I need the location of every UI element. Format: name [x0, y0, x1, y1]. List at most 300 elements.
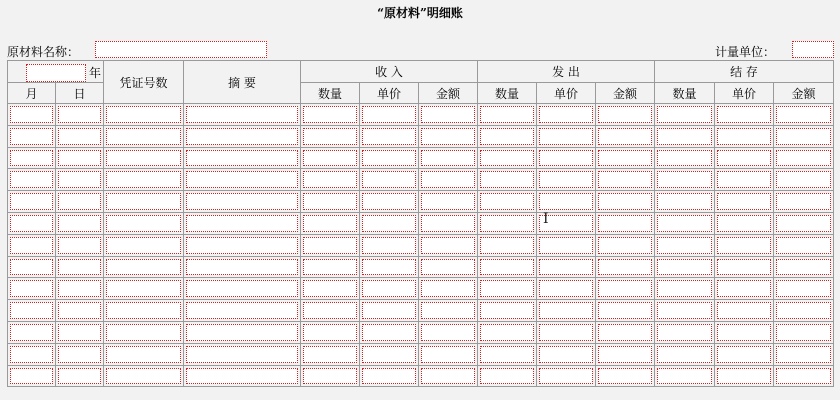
balance-price-cell — [715, 147, 774, 169]
balance-qty-input[interactable] — [657, 106, 712, 123]
issue-amount-cell — [596, 104, 655, 126]
month-input[interactable] — [10, 193, 53, 210]
balance-qty-input[interactable] — [657, 368, 712, 385]
issue-price-cell — [537, 191, 596, 213]
table-row — [8, 104, 834, 126]
income-amount-cell — [419, 278, 478, 300]
month-input[interactable] — [10, 302, 53, 319]
issue-amount-cell — [596, 212, 655, 234]
balance-qty-input[interactable] — [657, 171, 712, 188]
issue-amount-cell — [596, 365, 655, 387]
balance-qty-input[interactable] — [657, 280, 712, 297]
income-amount-input[interactable] — [421, 128, 475, 145]
issue-amount-cell — [596, 343, 655, 365]
issue-amount-cell — [596, 191, 655, 213]
month-input[interactable] — [10, 171, 53, 188]
income-qty-cell — [301, 321, 360, 343]
income-price-input[interactable] — [362, 128, 416, 145]
issue-amount-input[interactable] — [598, 259, 652, 276]
balance-price-input[interactable] — [717, 280, 771, 297]
issue-qty-input[interactable] — [480, 237, 534, 254]
issue-qty-input[interactable] — [480, 259, 534, 276]
balance-amount-cell — [774, 256, 834, 278]
summary-input[interactable] — [186, 346, 298, 363]
income-price-input[interactable] — [362, 150, 416, 167]
income-price-input[interactable] — [362, 237, 416, 254]
year-input[interactable] — [26, 64, 86, 82]
issue-price-cell — [537, 256, 596, 278]
income-amount-cell — [419, 343, 478, 365]
balance-qty-input[interactable] — [657, 346, 712, 363]
issue-amount-cell — [596, 300, 655, 322]
voucher-no-input[interactable] — [106, 324, 181, 341]
voucher-no-cell — [104, 321, 184, 343]
income-qty-cell — [301, 104, 360, 126]
income-price-cell — [360, 321, 419, 343]
day-cell — [56, 125, 104, 147]
issue-qty-input[interactable] — [480, 106, 534, 123]
issue-qty-input[interactable] — [480, 368, 534, 385]
summary-input[interactable] — [186, 171, 298, 188]
issue-price-cell — [537, 343, 596, 365]
month-input[interactable] — [10, 237, 53, 254]
balance-amount-input[interactable] — [776, 237, 831, 254]
month-cell — [8, 147, 56, 169]
issue-qty-input[interactable] — [480, 280, 534, 297]
income-price-input[interactable] — [362, 302, 416, 319]
month-cell — [8, 256, 56, 278]
issue-price-input[interactable] — [539, 106, 593, 123]
voucher-no-input[interactable] — [106, 346, 181, 363]
ledger-body — [8, 104, 834, 387]
summary-input[interactable] — [186, 368, 298, 385]
month-input[interactable] — [10, 215, 53, 232]
income-price-cell — [360, 191, 419, 213]
summary-input[interactable] — [186, 215, 298, 232]
issue-qty-input[interactable] — [480, 346, 534, 363]
issue-price-input[interactable] — [539, 346, 593, 363]
issue-qty-input[interactable] — [480, 193, 534, 210]
income-price-cell — [360, 278, 419, 300]
day-cell — [56, 169, 104, 191]
balance-amount-cell — [774, 365, 834, 387]
balance-amount-input[interactable] — [776, 193, 831, 210]
income-price-cell — [360, 147, 419, 169]
income-qty-cell — [301, 278, 360, 300]
summary-input[interactable] — [186, 237, 298, 254]
balance-price-cell — [715, 321, 774, 343]
issue-amount-cell — [596, 256, 655, 278]
income-qty-input[interactable] — [303, 237, 357, 254]
table-row — [8, 191, 834, 213]
issue-amount-input[interactable] — [598, 171, 652, 188]
table-row — [8, 212, 834, 234]
income-price-input[interactable] — [362, 193, 416, 210]
balance-price-input[interactable] — [717, 346, 771, 363]
month-input[interactable] — [10, 368, 53, 385]
day-cell — [56, 147, 104, 169]
day-input[interactable] — [58, 193, 101, 210]
day-cell — [56, 278, 104, 300]
balance-amount-input[interactable] — [776, 171, 831, 188]
issue-amount-input[interactable] — [598, 280, 652, 297]
voucher-no-input[interactable] — [106, 106, 181, 123]
day-cell — [56, 234, 104, 256]
voucher-no-cell — [104, 125, 184, 147]
issue-qty-cell — [478, 169, 537, 191]
balance-price-input[interactable] — [717, 106, 771, 123]
balance-amount-input[interactable] — [776, 150, 831, 167]
voucher-no-cell — [104, 300, 184, 322]
issue-qty-cell — [478, 278, 537, 300]
issue-qty-cell — [478, 104, 537, 126]
table-row — [8, 147, 834, 169]
month-cell — [8, 300, 56, 322]
summary-input[interactable] — [186, 106, 298, 123]
issue-amount-input[interactable] — [598, 368, 652, 385]
income-amount-input[interactable] — [421, 368, 475, 385]
balance-qty-cell — [655, 278, 715, 300]
balance-amount-input[interactable] — [776, 106, 831, 123]
income-amount-input[interactable] — [421, 280, 475, 297]
income-price-cell — [360, 343, 419, 365]
income-qty-cell — [301, 169, 360, 191]
voucher-no-input[interactable] — [106, 193, 181, 210]
voucher-no-input[interactable] — [106, 171, 181, 188]
income-qty-cell — [301, 256, 360, 278]
income-amount-input[interactable] — [421, 150, 475, 167]
summary-cell — [184, 365, 301, 387]
balance-qty-cell — [655, 169, 715, 191]
voucher-no-input[interactable] — [106, 368, 181, 385]
balance-price-input[interactable] — [717, 302, 771, 319]
balance-amount-input[interactable] — [776, 346, 831, 363]
balance-price-input[interactable] — [717, 368, 771, 385]
balance-amount-input[interactable] — [776, 215, 831, 232]
income-qty-input[interactable] — [303, 215, 357, 232]
text-cursor-icon: I — [543, 211, 549, 227]
balance-amount-cell — [774, 104, 834, 126]
voucher-no-input[interactable] — [106, 280, 181, 297]
issue-price-input[interactable] — [539, 193, 593, 210]
issue-amount-input[interactable] — [598, 193, 652, 210]
income-price-input[interactable] — [362, 106, 416, 123]
table-row — [8, 321, 834, 343]
summary-input[interactable] — [186, 128, 298, 145]
issue-price-input[interactable] — [539, 128, 593, 145]
income-amount-cell — [419, 169, 478, 191]
day-input[interactable] — [58, 368, 101, 385]
month-input[interactable] — [10, 280, 53, 297]
voucher-no-cell — [104, 278, 184, 300]
issue-amount-cell — [596, 169, 655, 191]
issue-price-cell — [537, 321, 596, 343]
income-price-header: 单价 — [360, 83, 419, 104]
voucher-no-cell — [104, 169, 184, 191]
issue-price-input[interactable] — [539, 237, 593, 254]
balance-price-cell — [715, 278, 774, 300]
issue-qty-input[interactable] — [480, 215, 534, 232]
issue-qty-input[interactable] — [480, 171, 534, 188]
voucher-no-cell — [104, 234, 184, 256]
material-name-input[interactable] — [95, 41, 267, 58]
voucher-no-input[interactable] — [106, 150, 181, 167]
issue-qty-cell — [478, 147, 537, 169]
day-cell — [56, 321, 104, 343]
day-input[interactable] — [58, 128, 101, 145]
issue-qty-cell — [478, 343, 537, 365]
month-cell — [8, 191, 56, 213]
table-row — [8, 169, 834, 191]
voucher-no-cell — [104, 365, 184, 387]
issue-qty-input[interactable] — [480, 324, 534, 341]
summary-input[interactable] — [186, 150, 298, 167]
table-row — [8, 300, 834, 322]
balance-price-cell — [715, 104, 774, 126]
unit-input[interactable] — [792, 41, 834, 58]
issue-amount-input[interactable] — [598, 302, 652, 319]
income-price-input[interactable] — [362, 368, 416, 385]
issue-qty-cell — [478, 300, 537, 322]
summary-cell — [184, 278, 301, 300]
income-price-input[interactable] — [362, 215, 416, 232]
issue-price-input[interactable] — [539, 302, 593, 319]
income-header: 收 入 — [301, 61, 478, 83]
issue-amount-input[interactable] — [598, 237, 652, 254]
balance-amount-input[interactable] — [776, 302, 831, 319]
voucher-no-input[interactable] — [106, 259, 181, 276]
day-input[interactable] — [58, 237, 101, 254]
issue-qty-input[interactable] — [480, 128, 534, 145]
month-header: 月 — [8, 83, 56, 104]
income-qty-input[interactable] — [303, 346, 357, 363]
issue-price-cell — [537, 278, 596, 300]
balance-amount-cell — [774, 234, 834, 256]
balance-qty-input[interactable] — [657, 259, 712, 276]
balance-amount-cell — [774, 169, 834, 191]
income-qty-cell — [301, 147, 360, 169]
income-qty-cell — [301, 191, 360, 213]
balance-amount-input[interactable] — [776, 280, 831, 297]
balance-qty-input[interactable] — [657, 150, 712, 167]
issue-price-cell — [537, 365, 596, 387]
income-amount-input[interactable] — [421, 346, 475, 363]
ledger-table — [7, 60, 834, 387]
income-amount-input[interactable] — [421, 193, 475, 210]
income-price-input[interactable] — [362, 280, 416, 297]
balance-amount-cell — [774, 212, 834, 234]
voucher-no-cell — [104, 212, 184, 234]
income-qty-input[interactable] — [303, 259, 357, 276]
balance-price-input[interactable] — [717, 193, 771, 210]
summary-cell — [184, 300, 301, 322]
balance-amount-input[interactable] — [776, 128, 831, 145]
balance-price-cell — [715, 365, 774, 387]
issue-price-input[interactable] — [539, 280, 593, 297]
day-input[interactable] — [58, 106, 101, 123]
table-row — [8, 365, 834, 387]
voucher-no-header: 凭证号数 — [104, 61, 184, 104]
summary-input[interactable] — [186, 280, 298, 297]
day-input[interactable] — [58, 215, 101, 232]
balance-price-input[interactable] — [717, 150, 771, 167]
day-input[interactable] — [58, 171, 101, 188]
issue-price-input[interactable] — [539, 324, 593, 341]
issue-amount-input[interactable] — [598, 215, 652, 232]
material-name-label: 原材料名称： — [7, 45, 80, 59]
balance-qty-input[interactable] — [657, 302, 712, 319]
balance-price-cell — [715, 300, 774, 322]
income-qty-input[interactable] — [303, 150, 357, 167]
voucher-no-input[interactable] — [106, 302, 181, 319]
income-qty-header: 数量 — [301, 83, 360, 104]
day-cell — [56, 365, 104, 387]
voucher-no-input[interactable] — [106, 237, 181, 254]
income-price-cell — [360, 169, 419, 191]
balance-price-cell — [715, 191, 774, 213]
month-input[interactable] — [10, 259, 53, 276]
month-input[interactable] — [10, 128, 53, 145]
issue-amount-cell — [596, 125, 655, 147]
income-price-input[interactable] — [362, 259, 416, 276]
summary-input[interactable] — [186, 259, 298, 276]
balance-price-cell — [715, 343, 774, 365]
issue-amount-cell — [596, 321, 655, 343]
issue-qty-input[interactable] — [480, 302, 534, 319]
day-input[interactable] — [58, 346, 101, 363]
day-header: 日 — [56, 83, 104, 104]
balance-qty-cell — [655, 104, 715, 126]
income-qty-input[interactable] — [303, 302, 357, 319]
income-qty-input[interactable] — [303, 106, 357, 123]
income-amount-input[interactable] — [421, 171, 475, 188]
issue-amount-input[interactable] — [598, 128, 652, 145]
summary-cell — [184, 256, 301, 278]
balance-price-input[interactable] — [717, 171, 771, 188]
balance-price-input[interactable] — [717, 215, 771, 232]
balance-qty-input[interactable] — [657, 237, 712, 254]
table-row — [8, 256, 834, 278]
income-price-input[interactable] — [362, 324, 416, 341]
summary-cell — [184, 321, 301, 343]
balance-amount-cell — [774, 300, 834, 322]
voucher-no-input[interactable] — [106, 215, 181, 232]
balance-amount-input[interactable] — [776, 324, 831, 341]
voucher-no-input[interactable] — [106, 128, 181, 145]
income-price-cell — [360, 256, 419, 278]
day-cell — [56, 212, 104, 234]
income-amount-cell — [419, 191, 478, 213]
month-cell — [8, 125, 56, 147]
summary-input[interactable] — [186, 302, 298, 319]
balance-price-cell — [715, 212, 774, 234]
table-row — [8, 278, 834, 300]
income-amount-input[interactable] — [421, 302, 475, 319]
income-qty-input[interactable] — [303, 128, 357, 145]
income-price-input[interactable] — [362, 171, 416, 188]
day-input[interactable] — [58, 280, 101, 297]
issue-price-input[interactable] — [539, 368, 593, 385]
issue-amount-input[interactable] — [598, 150, 652, 167]
balance-amount-header: 金额 — [774, 83, 834, 104]
balance-amount-input[interactable] — [776, 259, 831, 276]
balance-header: 结 存 — [655, 61, 834, 83]
balance-amount-input[interactable] — [776, 368, 831, 385]
income-qty-cell — [301, 300, 360, 322]
month-input[interactable] — [10, 150, 53, 167]
balance-qty-input[interactable] — [657, 215, 712, 232]
income-price-cell — [360, 212, 419, 234]
balance-qty-input[interactable] — [657, 193, 712, 210]
day-input[interactable] — [58, 302, 101, 319]
income-amount-input[interactable] — [421, 237, 475, 254]
month-input[interactable] — [10, 346, 53, 363]
income-qty-input[interactable] — [303, 193, 357, 210]
issue-amount-input[interactable] — [598, 324, 652, 341]
unit-label: 计量单位： — [715, 45, 776, 59]
income-qty-cell — [301, 212, 360, 234]
month-input[interactable] — [10, 106, 53, 123]
income-price-input[interactable] — [362, 346, 416, 363]
income-amount-cell — [419, 234, 478, 256]
month-cell — [8, 234, 56, 256]
day-cell — [56, 256, 104, 278]
day-input[interactable] — [58, 150, 101, 167]
income-amount-input[interactable] — [421, 324, 475, 341]
month-cell — [8, 278, 56, 300]
month-input[interactable] — [10, 324, 53, 341]
day-cell — [56, 104, 104, 126]
month-cell — [8, 343, 56, 365]
balance-price-input[interactable] — [717, 237, 771, 254]
income-amount-input[interactable] — [421, 259, 475, 276]
income-qty-input[interactable] — [303, 324, 357, 341]
issue-price-input[interactable] — [539, 150, 593, 167]
income-qty-input[interactable] — [303, 171, 357, 188]
issue-qty-input[interactable] — [480, 150, 534, 167]
income-amount-input[interactable] — [421, 215, 475, 232]
issue-price-cell — [537, 234, 596, 256]
month-cell — [8, 212, 56, 234]
issue-amount-input[interactable] — [598, 106, 652, 123]
income-qty-input[interactable] — [303, 280, 357, 297]
balance-amount-cell — [774, 125, 834, 147]
day-input[interactable] — [58, 259, 101, 276]
income-qty-input[interactable] — [303, 368, 357, 385]
issue-amount-input[interactable] — [598, 346, 652, 363]
balance-qty-cell — [655, 256, 715, 278]
balance-price-input[interactable] — [717, 324, 771, 341]
issue-price-input[interactable] — [539, 259, 593, 276]
issue-price-input[interactable] — [539, 171, 593, 188]
balance-amount-cell — [774, 321, 834, 343]
month-cell — [8, 321, 56, 343]
balance-qty-input[interactable] — [657, 324, 712, 341]
summary-input[interactable] — [186, 193, 298, 210]
month-cell — [8, 365, 56, 387]
balance-price-input[interactable] — [717, 128, 771, 145]
voucher-no-cell — [104, 104, 184, 126]
voucher-no-cell — [104, 343, 184, 365]
balance-qty-input[interactable] — [657, 128, 712, 145]
issue-amount-cell — [596, 234, 655, 256]
balance-qty-cell — [655, 212, 715, 234]
income-amount-input[interactable] — [421, 106, 475, 123]
day-input[interactable] — [58, 324, 101, 341]
balance-price-input[interactable] — [717, 259, 771, 276]
summary-cell — [184, 343, 301, 365]
summary-input[interactable] — [186, 324, 298, 341]
